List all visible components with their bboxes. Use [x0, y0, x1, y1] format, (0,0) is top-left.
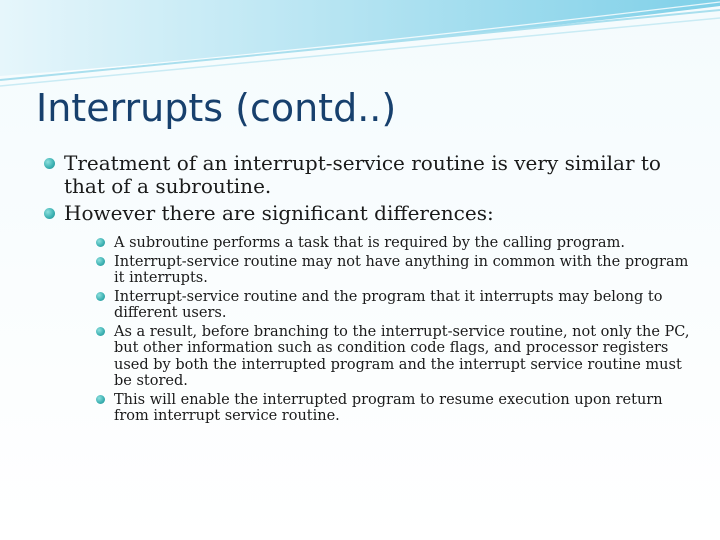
- sub-bullet-item: [96, 324, 694, 390]
- sub-bullet-item: [96, 392, 694, 425]
- sub-bullet-text: Interrupt-service routine may not have anything in common with the program it interrupts.: [114, 253, 689, 286]
- sub-bullet-item: [96, 254, 694, 287]
- slide-title: Interrupts (contd..): [36, 86, 397, 130]
- sub-bullet-item: [96, 235, 694, 252]
- bullet-item: [44, 202, 694, 425]
- bullet-item: [44, 152, 694, 198]
- sub-bullet-list: [96, 235, 694, 425]
- bullet-text: Treatment of an interrupt-service routine is very similar to that of a subroutine.: [64, 151, 661, 198]
- bullet-dot-icon: [44, 208, 55, 219]
- header-wave-decoration: [0, 0, 720, 90]
- bullet-text: However there are significant differences:: [64, 201, 494, 225]
- sub-bullet-text: Interrupt-service routine and the program that it interrupts may belong to different users.: [114, 288, 663, 321]
- sub-bullet-item: [96, 289, 694, 322]
- sub-bullet-text: As a result, before branching to the interrupt-service routine, not only the PC, but other information such as condition code flags, and processor registers used by both the interrupted program and the interrupt service routine must be stored.: [114, 323, 690, 389]
- bullet-dot-icon: [96, 327, 105, 336]
- slide-content: [44, 152, 694, 429]
- bullet-dot-icon: [44, 158, 55, 169]
- bullet-list: [44, 152, 694, 425]
- sub-bullet-text: This will enable the interrupted program to resume execution upon return from interrupt service routine.: [114, 391, 663, 424]
- sub-bullet-text: A subroutine performs a task that is required by the calling program.: [114, 235, 625, 251]
- bullet-dot-icon: [96, 395, 105, 404]
- bullet-dot-icon: [96, 292, 105, 301]
- bullet-dot-icon: [96, 257, 105, 266]
- bullet-dot-icon: [96, 238, 105, 247]
